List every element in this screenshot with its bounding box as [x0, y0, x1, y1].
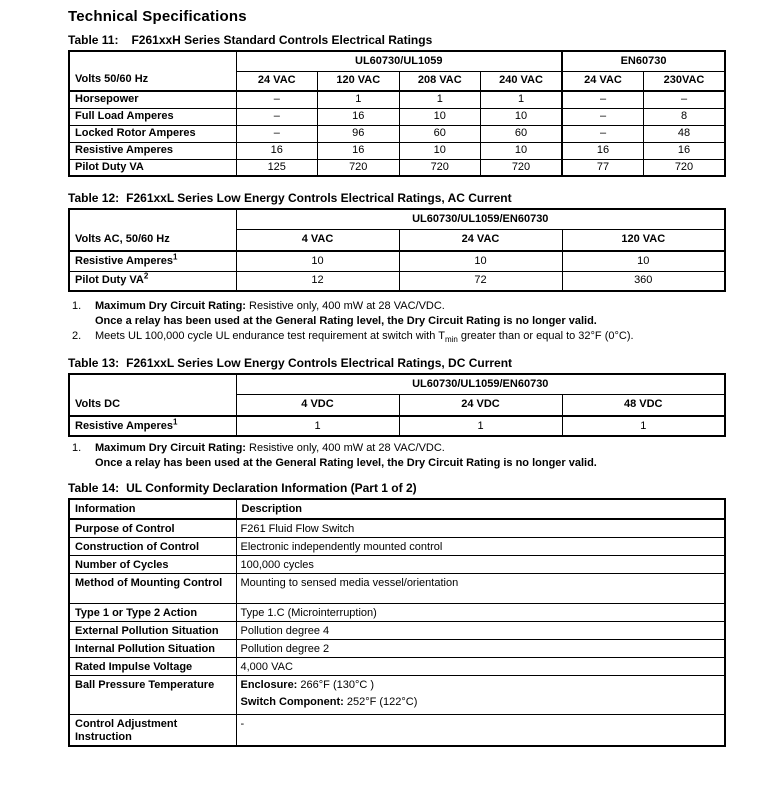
value-cell: 1: [399, 91, 481, 108]
caption-text: F261xxL Series Low Energy Controls Electrical Ratings, AC Current: [126, 191, 512, 205]
caption-label: Table 12:: [68, 191, 120, 205]
row-label-text: Resistive Amperes: [75, 419, 174, 432]
group-header-cell: UL60730/UL1059/EN60730: [236, 374, 725, 394]
footnote-line: [95, 329, 726, 344]
table13-low-energy-dc-ratings: [68, 373, 726, 437]
description-cell: Mounting to sensed media vessel/orientation: [236, 574, 725, 604]
footnote-number: 1.: [72, 442, 82, 454]
page-title: Technical Specifications: [68, 8, 247, 25]
description-bold-lead: Switch Component:: [240, 696, 344, 708]
column-header-cell: 48 VDC: [562, 394, 725, 416]
description-cell: F261 Fluid Flow Switch: [236, 519, 725, 538]
caption-text: UL Conformity Declaration Information (Part 1 of 2): [126, 481, 417, 495]
table-row: [69, 658, 725, 676]
group-header-row: [69, 374, 725, 394]
footnote-text: Resistive only, 400 mW at 28 VAC/VDC.: [245, 300, 445, 312]
table-row: [69, 538, 725, 556]
subscript-text: min: [444, 335, 458, 345]
value-cell: 1: [236, 416, 399, 436]
table-row: [69, 159, 725, 176]
description-bold-lead: Enclosure:: [240, 679, 298, 691]
footnote-line: [95, 299, 726, 314]
value-cell: 360: [562, 271, 725, 291]
column-header-cell: Description: [236, 499, 725, 519]
value-cell: 60: [399, 125, 481, 142]
footnote-item: [68, 299, 726, 329]
value-cell: –: [562, 108, 644, 125]
row-label-cell: External Pollution Situation: [69, 622, 236, 640]
value-cell: –: [562, 125, 644, 142]
footnote-item: [68, 441, 726, 471]
value-cell: 10: [481, 108, 563, 125]
row-label-cell: Ball Pressure Temperature: [69, 676, 236, 715]
header-row: [69, 499, 725, 519]
column-header-cell: Information: [69, 499, 236, 519]
row-label-cell: Pilot Duty VA: [69, 159, 236, 176]
table-row: [69, 125, 725, 142]
row-label-cell: Construction of Control: [69, 538, 236, 556]
table12-footnotes: [68, 299, 726, 344]
footnote-ref: 1: [173, 252, 178, 262]
table-row: [69, 604, 725, 622]
corner-label-cell: Volts AC, 50/60 Hz: [69, 209, 236, 251]
table-row: [69, 519, 725, 538]
value-cell: –: [236, 108, 318, 125]
value-cell: 72: [399, 271, 562, 291]
table-row: [69, 91, 725, 108]
column-header-cell: 120 VAC: [318, 71, 400, 91]
table-row: [69, 640, 725, 658]
row-label-cell: Internal Pollution Situation: [69, 640, 236, 658]
value-cell: 16: [318, 108, 400, 125]
description-cell: 100,000 cycles: [236, 556, 725, 574]
footnote-text: Resistive only, 400 mW at 28 VAC/VDC.: [245, 442, 445, 454]
row-label-cell: Locked Rotor Amperes: [69, 125, 236, 142]
footnote-line: Once a relay has been used at the General Rating level, the Dry Circuit Rating is no longer valid.: [95, 315, 597, 327]
row-label-cell: Full Load Amperes: [69, 108, 236, 125]
value-cell: –: [236, 125, 318, 142]
value-cell: 1: [399, 416, 562, 436]
table-row: [69, 715, 725, 747]
row-label-cell: [69, 271, 236, 291]
value-cell: 10: [399, 108, 481, 125]
footnote-body: [95, 441, 726, 471]
table12-caption: [68, 191, 726, 205]
value-cell: 12: [236, 271, 399, 291]
table-row: [69, 556, 725, 574]
corner-label-cell: Volts 50/60 Hz: [69, 51, 236, 91]
value-cell: 16: [318, 142, 400, 159]
row-label-cell: Control Adjustment Instruction: [69, 715, 236, 747]
value-cell: 1: [481, 91, 563, 108]
footnote-ref: 2: [143, 271, 149, 281]
table12-low-energy-ac-ratings: [68, 208, 726, 292]
table-row: [69, 574, 725, 604]
value-cell: 60: [481, 125, 563, 142]
row-label-cell: Resistive Amperes: [69, 142, 236, 159]
group-header-row: [69, 209, 725, 229]
footnote-body: [95, 329, 726, 344]
table13-caption: [68, 356, 726, 370]
row-label-cell: Method of Mounting Control: [69, 574, 236, 604]
footnote-item: [68, 329, 726, 344]
description-text: 266°F (130°C ): [297, 679, 375, 691]
column-header-cell: 208 VAC: [399, 71, 481, 91]
description-cell: Type 1.C (Microinterruption): [236, 604, 725, 622]
row-label-cell: Rated Impulse Voltage: [69, 658, 236, 676]
column-header-cell: 24 VAC: [399, 229, 562, 251]
value-cell: –: [644, 91, 726, 108]
caption-text: F261xxL Series Low Energy Controls Electrical Ratings, DC Current: [126, 356, 513, 370]
row-label-cell: Horsepower: [69, 91, 236, 108]
description-cell: Electronic independently mounted control: [236, 538, 725, 556]
group-header-cell: EN60730: [562, 51, 725, 71]
footnote-bold-lead: Maximum Dry Circuit Rating:: [95, 442, 246, 454]
value-cell: 16: [644, 142, 726, 159]
description-line: [241, 696, 721, 709]
corner-label-cell: Volts DC: [69, 374, 236, 416]
description-cell: Pollution degree 4: [236, 622, 725, 640]
group-header-cell: UL60730/UL1059/EN60730: [236, 209, 725, 229]
value-cell: 720: [644, 159, 726, 176]
value-cell: 10: [399, 251, 562, 271]
table-row: [69, 142, 725, 159]
column-header-cell: 4 VAC: [236, 229, 399, 251]
table-row: [69, 271, 725, 291]
footnote-body: [95, 299, 726, 329]
table-row: [69, 416, 725, 436]
description-line: [241, 679, 721, 692]
value-cell: –: [236, 91, 318, 108]
value-cell: 10: [562, 251, 725, 271]
table11-caption: [68, 33, 726, 47]
row-label-cell: Purpose of Control: [69, 519, 236, 538]
caption-label: Table 14:: [68, 481, 120, 495]
table14-ul-conformity-declaration: [68, 498, 726, 747]
group-header-row: [69, 51, 725, 71]
value-cell: 16: [236, 142, 318, 159]
column-header-cell: 24 VDC: [399, 394, 562, 416]
table14-caption: [68, 481, 726, 495]
footnote-bold-lead: Maximum Dry Circuit Rating:: [95, 300, 246, 312]
column-header-cell: 230VAC: [644, 71, 726, 91]
description-cell: -: [236, 715, 725, 747]
table-row: [69, 622, 725, 640]
description-text: 252°F (122°C): [343, 696, 418, 708]
column-header-cell: 120 VAC: [562, 229, 725, 251]
value-cell: 16: [562, 142, 644, 159]
table-row: [69, 251, 725, 271]
row-label-cell: [69, 416, 236, 436]
footnote-text: greater than or equal to 32°F (0°C).: [457, 330, 634, 342]
row-label-cell: [69, 251, 236, 271]
value-cell: 125: [236, 159, 318, 176]
value-cell: 720: [399, 159, 481, 176]
value-cell: –: [562, 91, 644, 108]
column-header-cell: 24 VAC: [562, 71, 644, 91]
value-cell: 77: [562, 159, 644, 176]
value-cell: 8: [644, 108, 726, 125]
footnote-number: 2.: [72, 330, 82, 342]
value-cell: 10: [399, 142, 481, 159]
value-cell: 1: [318, 91, 400, 108]
value-cell: 96: [318, 125, 400, 142]
description-cell: 4,000 VAC: [236, 658, 725, 676]
row-label-cell: Type 1 or Type 2 Action: [69, 604, 236, 622]
description-cell: Pollution degree 2: [236, 640, 725, 658]
description-cell: [236, 676, 725, 715]
row-label-cell: Number of Cycles: [69, 556, 236, 574]
table-row: [69, 676, 725, 715]
footnote-text: Meets UL 100,000 cycle UL endurance test requirement at switch with T: [95, 330, 445, 342]
column-header-cell: 4 VDC: [236, 394, 399, 416]
row-label-text: Pilot Duty VA: [75, 274, 144, 287]
column-header-cell: 24 VAC: [236, 71, 318, 91]
caption-label: Table 13:: [68, 356, 120, 370]
value-cell: 48: [644, 125, 726, 142]
table13-footnote: [68, 441, 726, 471]
value-cell: 720: [481, 159, 563, 176]
table-row: [69, 108, 725, 125]
row-label-text: Resistive Amperes: [75, 254, 174, 267]
footnote-number: 1.: [72, 300, 82, 312]
footnote-line: [95, 441, 726, 456]
caption-text: F261xxH Series Standard Controls Electrical Ratings: [131, 33, 433, 47]
value-cell: 10: [481, 142, 563, 159]
value-cell: 1: [562, 416, 725, 436]
caption-label: Table 11:: [68, 33, 119, 47]
group-header-cell: UL60730/UL1059: [236, 51, 562, 71]
footnote-line: Once a relay has been used at the General Rating level, the Dry Circuit Rating is no longer valid.: [95, 457, 597, 469]
table11-standard-controls-electrical-ratings: [68, 50, 726, 177]
footnote-ref: 1: [173, 416, 178, 426]
column-header-cell: 240 VAC: [481, 71, 563, 91]
value-cell: 10: [236, 251, 399, 271]
value-cell: 720: [318, 159, 400, 176]
